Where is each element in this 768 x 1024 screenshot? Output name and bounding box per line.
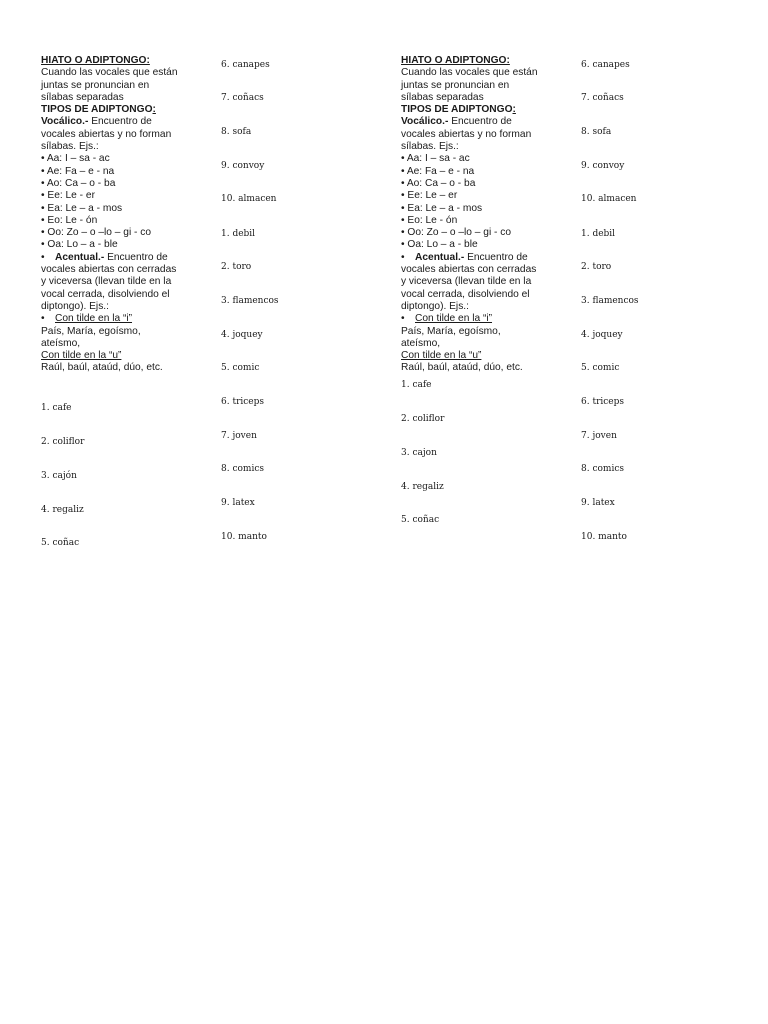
vocalico-example: • Ea: Le – a - mos xyxy=(401,202,483,214)
list-item: 2. toro xyxy=(581,262,612,272)
vocalico-example: • Oa: Lo – a - ble xyxy=(401,239,478,251)
vocalico-line: Vocálico.- Encuentro de xyxy=(41,116,152,128)
tilde-u-label: Con tilde en la “u” xyxy=(401,350,482,362)
vocalico-example: • Aa: I – sa - ac xyxy=(401,153,470,165)
vocalico-example: • Ao: Ca – o - ba xyxy=(401,177,476,189)
acentual-text-line: vocales abiertas con cerradas xyxy=(41,264,177,276)
hiato-title: HIATO O ADIPTONGO: xyxy=(41,55,150,66)
tilde-u-example: Raúl, baúl, ataúd, dúo, etc. xyxy=(41,362,163,374)
list-item: 9. convoy xyxy=(221,161,265,171)
list-item: 7. coñacs xyxy=(581,93,624,103)
hiato-title: HIATO O ADIPTONGO: xyxy=(401,55,510,66)
acentual-text-line: diptongo). Ejs.: xyxy=(41,300,109,312)
vocalico-example: • Ae: Fa – e - na xyxy=(41,165,115,177)
tipos-title: TIPOS DE ADIPTONGO: xyxy=(41,104,156,116)
tilde-i-example: País, María, egoísmo, xyxy=(401,325,501,337)
acentual-text-line: diptongo). Ejs.: xyxy=(401,300,469,312)
tilde-u-label: Con tilde en la “u” xyxy=(41,350,122,362)
vocalico-example: • Eo: Le - ón xyxy=(41,214,98,226)
acentual-text-line: vocal cerrada, disolviendo el xyxy=(401,288,530,300)
list-item: 5. coñac xyxy=(41,538,80,548)
list-item: 8. sofa xyxy=(221,127,252,137)
tilde-i-example: País, María, egoísmo, xyxy=(41,325,141,337)
bullet-icon: • xyxy=(401,313,405,325)
list-item: 8. sofa xyxy=(581,127,612,137)
list-item: 10. manto xyxy=(581,532,627,542)
left-definition-block xyxy=(41,55,201,375)
vocalico-example: • Ao: Ca – o - ba xyxy=(41,177,116,189)
vocalico-example: • Oo: Zo – o –lo – gi - co xyxy=(41,227,152,239)
list-item: 4. regaliz xyxy=(401,482,444,492)
vocalico-text-line: vocales abiertas y no forman xyxy=(401,128,532,140)
list-item: 3. flamencos xyxy=(581,296,639,306)
right-definition-block xyxy=(401,55,561,375)
list-item: 3. flamencos xyxy=(221,296,279,306)
vocalico-example: • Ee: Le – er xyxy=(401,190,458,202)
acentual-text-line: vocales abiertas con cerradas xyxy=(401,264,537,276)
list-item: 4. joquey xyxy=(221,330,263,340)
bullet-icon: • xyxy=(401,251,405,263)
hiato-text-line: sílabas separadas xyxy=(401,91,484,103)
tipos-title: TIPOS DE ADIPTONGO: xyxy=(401,104,516,116)
list-item: 6. triceps xyxy=(221,397,264,407)
bullet-icon: • xyxy=(41,313,45,325)
list-item: 6. triceps xyxy=(581,397,624,407)
list-item: 10. almacen xyxy=(221,194,277,204)
acentual-line: • Acentual.- Encuentro de xyxy=(401,251,528,263)
bullet-icon: • xyxy=(41,251,45,263)
list-item: 5. comic xyxy=(221,363,260,373)
tilde-u-example: Raúl, baúl, ataúd, dúo, etc. xyxy=(401,362,523,374)
list-item: 1. debil xyxy=(221,229,256,239)
list-item: 3. cajon xyxy=(401,448,437,458)
list-item: 10. almacen xyxy=(581,194,637,204)
acentual-text-line: vocal cerrada, disolviendo el xyxy=(41,288,170,300)
tilde-i-example: ateísmo, xyxy=(41,337,81,349)
vocalico-example: • Oa: Lo – a - ble xyxy=(41,239,118,251)
hiato-text-line: juntas se pronuncian en xyxy=(41,79,150,91)
vocalico-text-line: sílabas. Ejs.: xyxy=(41,141,99,153)
list-item: 6. canapes xyxy=(221,60,270,70)
list-item: 7. joven xyxy=(221,431,257,441)
list-item: 5. comic xyxy=(581,363,620,373)
list-item: 4. joquey xyxy=(581,330,623,340)
hiato-text-line: sílabas separadas xyxy=(41,91,124,103)
list-item: 7. joven xyxy=(581,431,617,441)
vocalico-line: Vocálico.- Encuentro de xyxy=(401,116,512,128)
list-item: 6. canapes xyxy=(581,60,630,70)
vocalico-example: • Ea: Le – a - mos xyxy=(41,202,123,214)
list-item: 2. coliflor xyxy=(41,437,85,447)
vocalico-example: • Aa: I – sa - ac xyxy=(41,153,110,165)
hiato-text-line: Cuando las vocales que están xyxy=(41,67,178,79)
list-item: 10. manto xyxy=(221,532,267,542)
acentual-text-line: y viceversa (llevan tilde en la xyxy=(41,276,172,288)
vocalico-example: • Oo: Zo – o –lo – gi - co xyxy=(401,227,512,239)
list-item: 7. coñacs xyxy=(221,93,264,103)
list-item: 2. coliflor xyxy=(401,414,445,424)
list-item: 1. cafe xyxy=(41,403,72,413)
tilde-i-line: • Con tilde en la “i” xyxy=(401,313,493,325)
list-item: 5. coñac xyxy=(401,515,440,525)
list-item: 9. convoy xyxy=(581,161,625,171)
acentual-text-line: y viceversa (llevan tilde en la xyxy=(401,276,532,288)
vocalico-text-line: vocales abiertas y no forman xyxy=(41,128,172,140)
list-item: 9. latex xyxy=(221,498,255,508)
list-item: 8. comics xyxy=(221,464,264,474)
vocalico-example: • Ee: Le - er xyxy=(41,190,95,202)
vocalico-text-line: sílabas. Ejs.: xyxy=(401,141,459,153)
vocalico-example: • Eo: Le - ón xyxy=(401,214,458,226)
tilde-i-example: ateísmo, xyxy=(401,337,441,349)
hiato-text-line: juntas se pronuncian en xyxy=(401,79,510,91)
tilde-i-line: • Con tilde en la “i” xyxy=(41,313,133,325)
vocalico-example: • Ae: Fa – e - na xyxy=(401,165,475,177)
list-item: 8. comics xyxy=(581,464,624,474)
acentual-line: • Acentual.- Encuentro de xyxy=(41,251,168,263)
list-item: 1. cafe xyxy=(401,380,432,390)
list-item: 1. debil xyxy=(581,229,616,239)
list-item: 4. regaliz xyxy=(41,505,84,515)
hiato-text-line: Cuando las vocales que están xyxy=(401,67,538,79)
list-item: 3. cajón xyxy=(41,471,77,481)
list-item: 2. toro xyxy=(221,262,252,272)
list-item: 9. latex xyxy=(581,498,615,508)
